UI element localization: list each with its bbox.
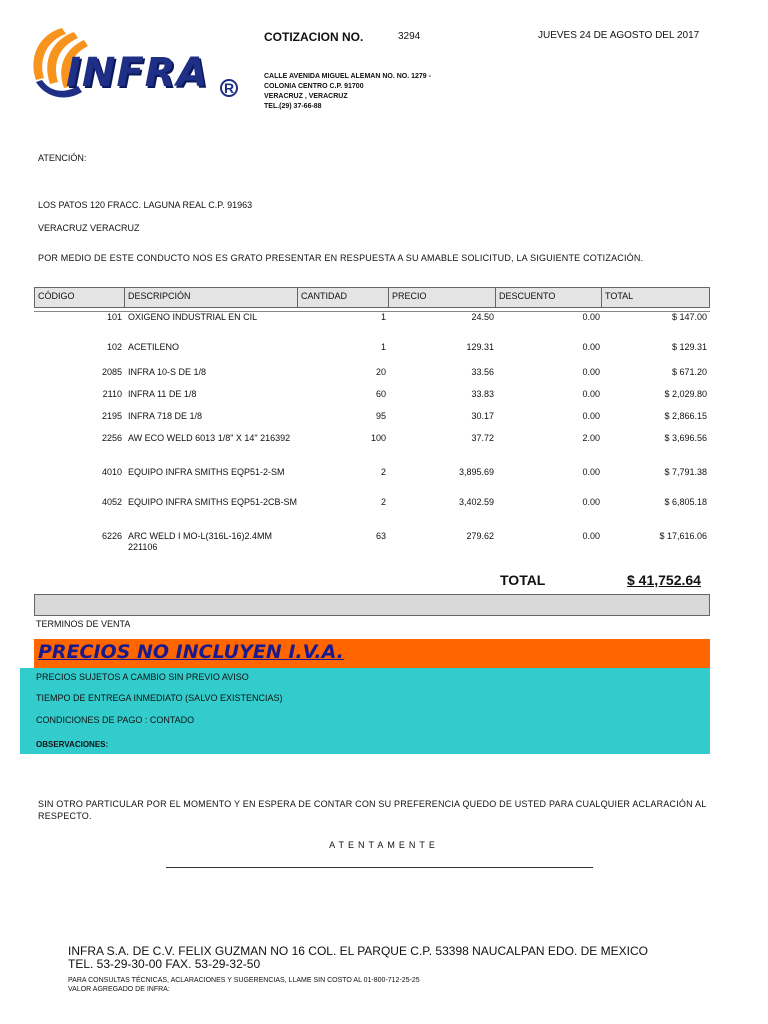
cell-quantity: 2: [380, 497, 386, 507]
cell-total: $ 3,696.56: [664, 433, 707, 443]
col-discount: DESCUENTO: [496, 288, 602, 307]
cell-price: 3,402.59: [458, 497, 494, 507]
terms-label: TERMINOS DE VENTA: [36, 619, 131, 629]
quote-label: COTIZACION NO.: [264, 30, 364, 44]
cell-price: 33.56: [471, 367, 494, 377]
total-value: $ 41,752.64: [627, 572, 701, 588]
iva-banner: [34, 639, 710, 668]
signature-line: [166, 867, 593, 868]
cell-price: 37.72: [471, 433, 494, 443]
cell-total: $ 2,866.15: [664, 411, 707, 421]
cell-price: 279.62: [466, 531, 494, 541]
cell-discount: 0.00: [582, 367, 600, 377]
observations-label: OBSERVACIONES:: [36, 740, 109, 749]
cell-price: 3,895.69: [458, 467, 494, 477]
cell-price: 129.31: [466, 342, 494, 352]
cell-code: 102: [106, 342, 122, 352]
cell-description: INFRA 718 DE 1/8: [128, 411, 203, 421]
cell-total: $ 147.00: [671, 312, 707, 322]
cell-discount: 0.00: [582, 342, 600, 352]
cell-description: ARC WELD I MO-L(316L-16)2.4MM 221106: [128, 531, 273, 552]
quote-date: JUEVES 24 DE AGOSTO DEL 2017: [538, 30, 700, 41]
cell-price: 24.50: [471, 312, 494, 322]
address-line: TEL.(29) 37-66-88: [264, 103, 322, 110]
footer-value: VALOR AGREGADO DE INFRA:: [68, 986, 170, 993]
cell-discount: 0.00: [582, 467, 600, 477]
cell-discount: 0.00: [582, 312, 600, 322]
infra-logo: [22, 22, 242, 104]
cell-discount: 0.00: [582, 531, 600, 541]
col-description: DESCRIPCIÓN: [125, 288, 298, 307]
terms-line: PRECIOS SUJETOS A CAMBIO SIN PREVIO AVISO: [36, 672, 249, 682]
cell-code: 2085: [101, 367, 122, 377]
footer-phone: TEL. 53-29-30-00 FAX. 53-29-32-50: [68, 957, 261, 971]
attention-label: ATENCIÓN:: [38, 153, 87, 163]
closing-text: SIN OTRO PARTICULAR POR EL MOMENTO Y EN ESPERA DE CONTAR CON SU PREFERENCIA QUEDO DE USTED PARA CUALQUIER ACLARACIÓN AL RESPECTO.: [38, 799, 707, 821]
cell-quantity: 1: [380, 312, 386, 322]
cell-quantity: 1: [380, 342, 386, 352]
col-total: TOTAL: [605, 291, 634, 301]
separator-bar: [34, 594, 710, 616]
cell-description: ACETILENO: [128, 342, 180, 352]
address-line: CALLE AVENIDA MIGUEL ALEMAN NO. NO. 1279 -: [264, 73, 431, 80]
cell-description: OXIGENO INDUSTRIAL EN CIL: [128, 312, 258, 322]
cell-discount: 2.00: [582, 433, 600, 443]
terms-line: TIEMPO DE ENTREGA INMEDIATO (SALVO EXISTENCIAS): [36, 693, 283, 703]
cell-discount: 0.00: [582, 411, 600, 421]
col-code: CÓDIGO: [35, 288, 125, 307]
cell-description: EQUIPO INFRA SMITHS EQP51-2CB-SM: [128, 497, 298, 507]
cell-total: $ 2,029.80: [664, 389, 707, 399]
cell-description: INFRA 11 DE 1/8: [128, 389, 197, 399]
cell-quantity: 20: [375, 367, 386, 377]
cell-code: 2256: [101, 433, 122, 443]
table-header: [34, 287, 710, 308]
address-line: VERACRUZ , VERACRUZ: [264, 93, 348, 100]
company-address: [264, 72, 431, 112]
cell-code: 101: [106, 312, 122, 322]
cell-total: $ 17,616.06: [659, 531, 707, 541]
col-price: PRECIO: [389, 288, 496, 307]
address-line: COLONIA CENTRO C.P. 91700: [264, 83, 364, 90]
signature-label: ATENTAMENTE: [329, 840, 439, 850]
cell-description: AW ECO WELD 6013 1/8" X 14" 216392: [128, 433, 291, 443]
cell-description: INFRA 10-S DE 1/8: [128, 367, 207, 377]
cell-description: EQUIPO INFRA SMITHS EQP51-2-SM: [128, 467, 285, 477]
cell-code: 6226: [101, 531, 122, 541]
cell-discount: 0.00: [582, 497, 600, 507]
recipient-city: VERACRUZ VERACRUZ: [38, 223, 140, 233]
cell-quantity: 2: [380, 467, 386, 477]
footer-address: INFRA S.A. DE C.V. FELIX GUZMAN NO 16 COL. EL PARQUE C.P. 53398 NAUCALPAN EDO. DE MEXICO: [68, 944, 648, 958]
cell-total: $ 7,791.38: [664, 467, 707, 477]
footer-main: [68, 945, 648, 971]
cell-price: 30.17: [471, 411, 494, 421]
cell-quantity: 95: [375, 411, 386, 421]
cell-code: 4010: [101, 467, 122, 477]
recipient-address: LOS PATOS 120 FRACC. LAGUNA REAL C.P. 91963: [38, 200, 253, 210]
cell-quantity: 100: [370, 433, 386, 443]
cell-code: 4052: [101, 497, 122, 507]
terms-line: CONDICIONES DE PAGO : CONTADO: [36, 715, 195, 725]
logo-wordmark: INFRA: [66, 50, 209, 96]
cell-total: $ 6,805.18: [664, 497, 707, 507]
cell-code: 2110: [102, 389, 122, 399]
terms-box: [20, 668, 710, 754]
footer-small: [68, 976, 420, 994]
cell-code: 2195: [101, 411, 122, 421]
cell-discount: 0.00: [582, 389, 600, 399]
quote-number: 3294: [398, 31, 421, 42]
cell-quantity: 63: [375, 531, 386, 541]
cell-quantity: 60: [375, 389, 386, 399]
footer-consult: PARA CONSULTAS TÉCNICAS, ACLARACIONES Y SUGERENCIAS, LLAME SIN COSTO AL 01-800-712-25-25: [68, 977, 420, 984]
iva-banner-text: PRECIOS NO INCLUYEN I.V.A.: [38, 641, 344, 663]
cell-total: $ 129.31: [671, 342, 707, 352]
cell-total: $ 671.20: [671, 367, 707, 377]
cell-price: 33.83: [471, 389, 494, 399]
total-label: TOTAL: [500, 572, 546, 588]
col-quantity: CANTIDAD: [298, 288, 389, 307]
registered-mark: R: [220, 79, 238, 97]
intro-text: POR MEDIO DE ESTE CONDUCTO NOS ES GRATO PRESENTAR EN RESPUESTA A SU AMABLE SOLICITUD, LA SIGUIENTE COTIZACIÓN.: [38, 253, 644, 263]
